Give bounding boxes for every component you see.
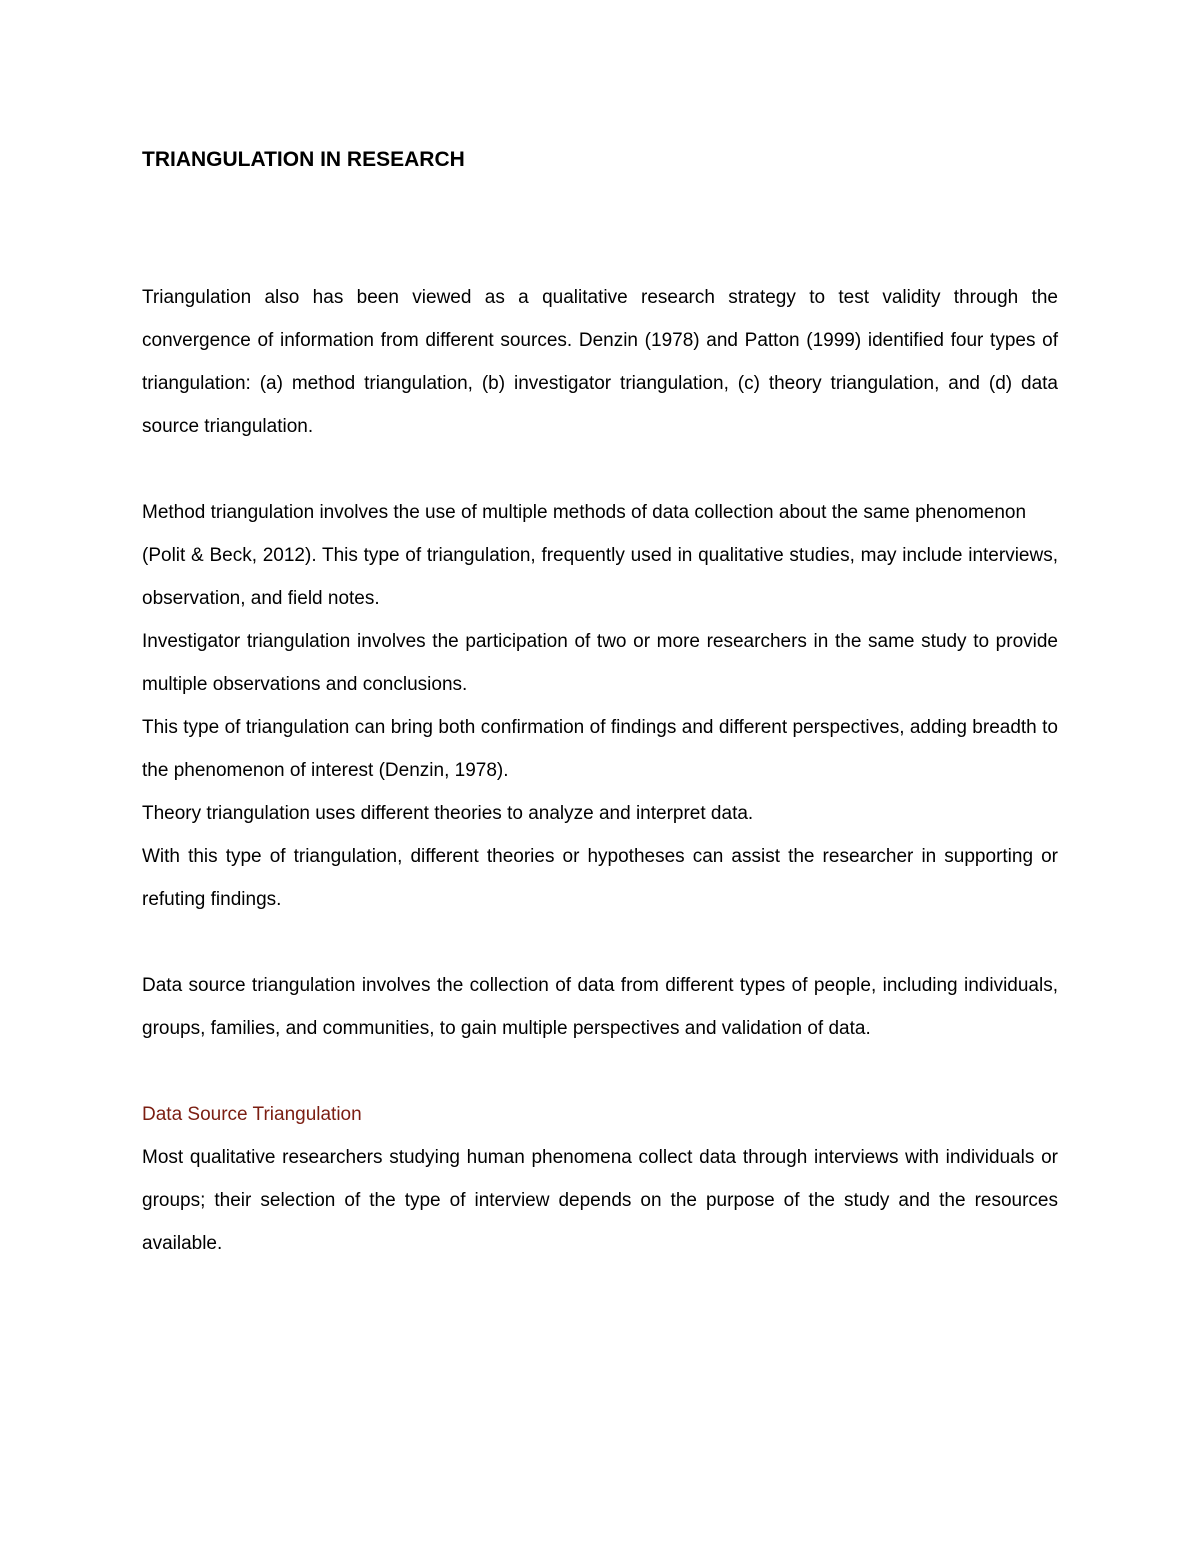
data-source-triangulation-paragraph: Data source triangulation involves the collection of data from different types of people, including individuals, groups, families, and communities, to gain multiple perspectives and validation of data. xyxy=(142,975,1058,1039)
theory-triangulation-paragraph: Theory triangulation uses different theories to analyze and interpret data. xyxy=(142,803,754,824)
paragraph-spacer xyxy=(142,448,1058,491)
document-title: TRIANGULATION IN RESEARCH xyxy=(142,148,465,171)
section-paragraph: Most qualitative researchers studying human phenomena collect data through interviews with individuals or groups; their selection of the type of interview depends on the purpose of the study and the resources available. xyxy=(142,1147,1058,1254)
paragraph-spacer xyxy=(142,921,1058,964)
investigator-triangulation-paragraph: Investigator triangulation involves the participation of two or more researchers in the same study to provide multiple observations and conclusions. xyxy=(142,631,1058,695)
method-triangulation-citation-paragraph: (Polit & Beck, 2012). This type of triangulation, frequently used in qualitative studies, may include interviews, observation, and field notes. xyxy=(142,545,1058,609)
paragraph-spacer xyxy=(142,1050,1058,1093)
section-heading: Data Source Triangulation xyxy=(142,1104,362,1125)
theory-hypotheses-paragraph: With this type of triangulation, different theories or hypotheses can assist the researcher in supporting or refuting findings. xyxy=(142,846,1058,910)
investigator-perspectives-paragraph: This type of triangulation can bring both confirmation of findings and different perspectives, adding breadth to the phenomenon of interest (Denzin, 1978). xyxy=(142,717,1058,781)
document-body xyxy=(142,276,1058,1265)
intro-paragraph: Triangulation also has been viewed as a qualitative research strategy to test validity through the convergence of information from different sources. Denzin (1978) and Patton (1999) identified four types of triangulation: (a) method triangulation, (b) investigator triangulation, (c) theory triangulation, and (d) data source triangulation. xyxy=(142,287,1058,437)
method-triangulation-paragraph: Method triangulation involves the use of multiple methods of data collection about the same phenomenon xyxy=(142,502,1027,523)
